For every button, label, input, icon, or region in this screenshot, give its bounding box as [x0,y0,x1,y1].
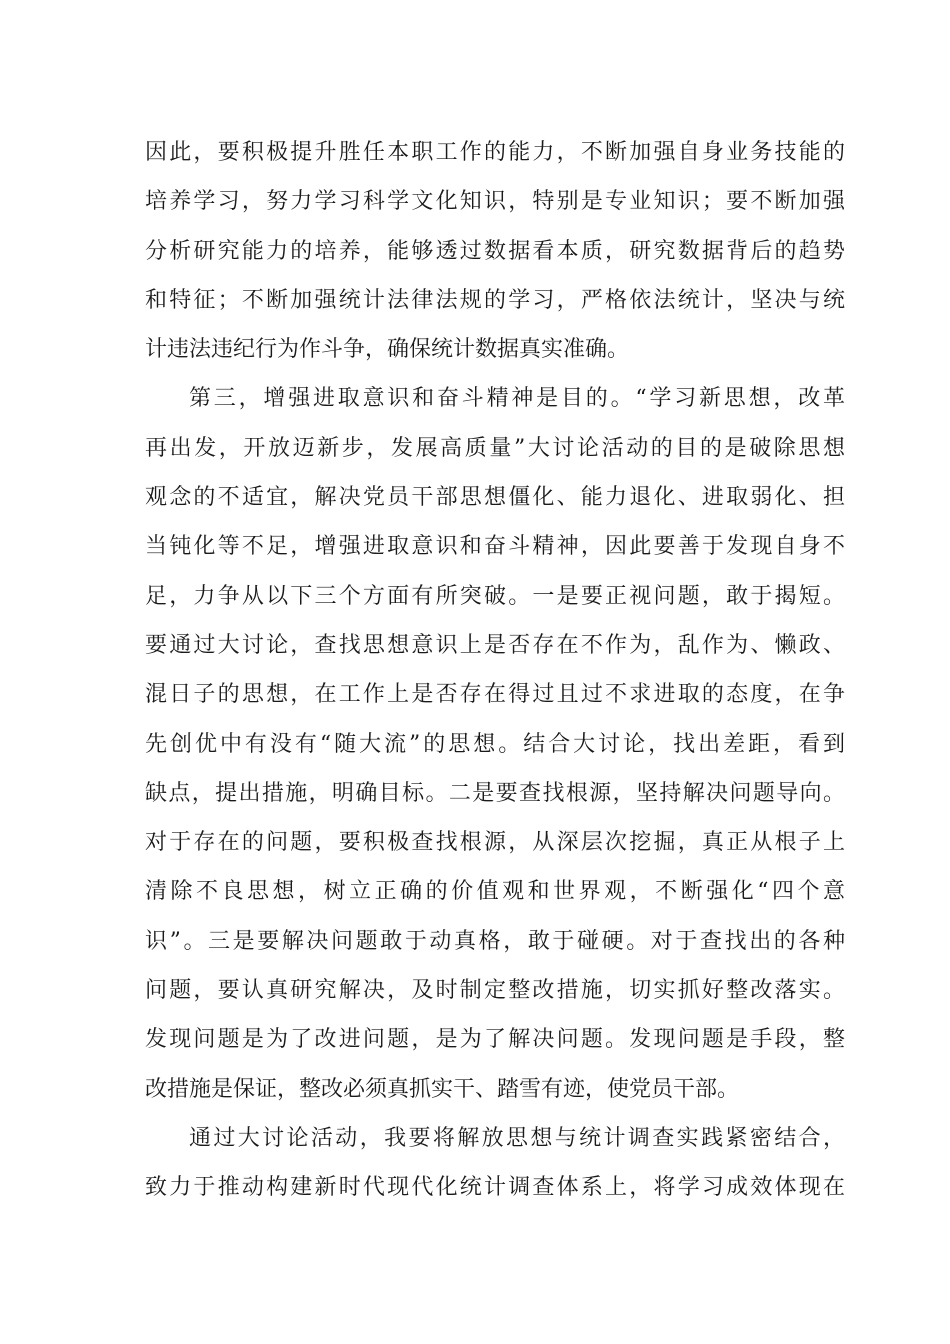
text-line-18: 问题，要认真研究解决，及时制定整改措施，切实抓好整改落实。 [145,978,845,1004]
text-line-21: 通过大讨论活动，我要将解放思想与统计调查实践紧密结合， [189,1125,845,1151]
text-line-3: 分析研究能力的培养，能够透过数据看本质，研究数据背后的趋势 [145,238,845,264]
text-line-15: 对于存在的问题，要积极查找根源，从深层次挖掘，真正从根子上 [145,830,845,856]
text-line-6: 第三，增强进取意识和奋斗精神是目的。“学习新思想，改革 [189,386,845,412]
text-line-1: 因此，要积极提升胜任本职工作的能力，不断加强自身业务技能的 [145,140,845,165]
text-line-8: 观念的不适宜，解决党员干部思想僵化、能力退化、进取弱化、担 [145,485,845,511]
text-line-12: 混日子的思想，在工作上是否存在得过且过不求进取的态度，在争 [145,682,845,708]
text-line-7: 再出发，开放迈新步，发展高质量”大讨论活动的目的是破除思想 [145,435,845,461]
text-line-4: 和特征；不断加强统计法律法规的学习，严格依法统计，坚决与统 [145,287,845,313]
text-line-14: 缺点，提出措施，明确目标。二是要查找根源，坚持解决问题导向。 [145,780,845,806]
text-line-20: 改措施是保证，整改必须真抓实干、踏雪有迹，使党员干部。 [145,1076,740,1102]
text-line-17: 识”。三是要解决问题敢于动真格，敢于碰硬。对于查找出的各种 [145,928,845,954]
text-line-22: 致力于推动构建新时代现代化统计调查体系上，将学习成效体现在 [145,1175,845,1201]
text-line-2: 培养学习，努力学习科学文化知识，特别是专业知识；要不断加强 [145,189,845,215]
text-line-16: 清除不良思想，树立正确的价值观和世界观，不断强化“四个意 [145,879,845,905]
text-line-10: 足，力争从以下三个方面有所突破。一是要正视问题，敢于揭短。 [145,583,845,609]
text-line-13: 先创优中有没有“随大流”的思想。结合大讨论，找出差距，看到 [145,731,845,757]
text-line-5: 计违法违纪行为作斗争，确保统计数据真实准确。 [145,337,630,363]
text-line-11: 要通过大讨论，查找思想意识上是否存在不作为，乱作为、懒政、 [145,632,845,658]
text-line-9: 当钝化等不足，增强进取意识和奋斗精神，因此要善于发现自身不 [145,534,845,560]
text-line-19: 发现问题是为了改进问题，是为了解决问题。发现问题是手段，整 [145,1027,845,1053]
document-body [145,128,845,1213]
